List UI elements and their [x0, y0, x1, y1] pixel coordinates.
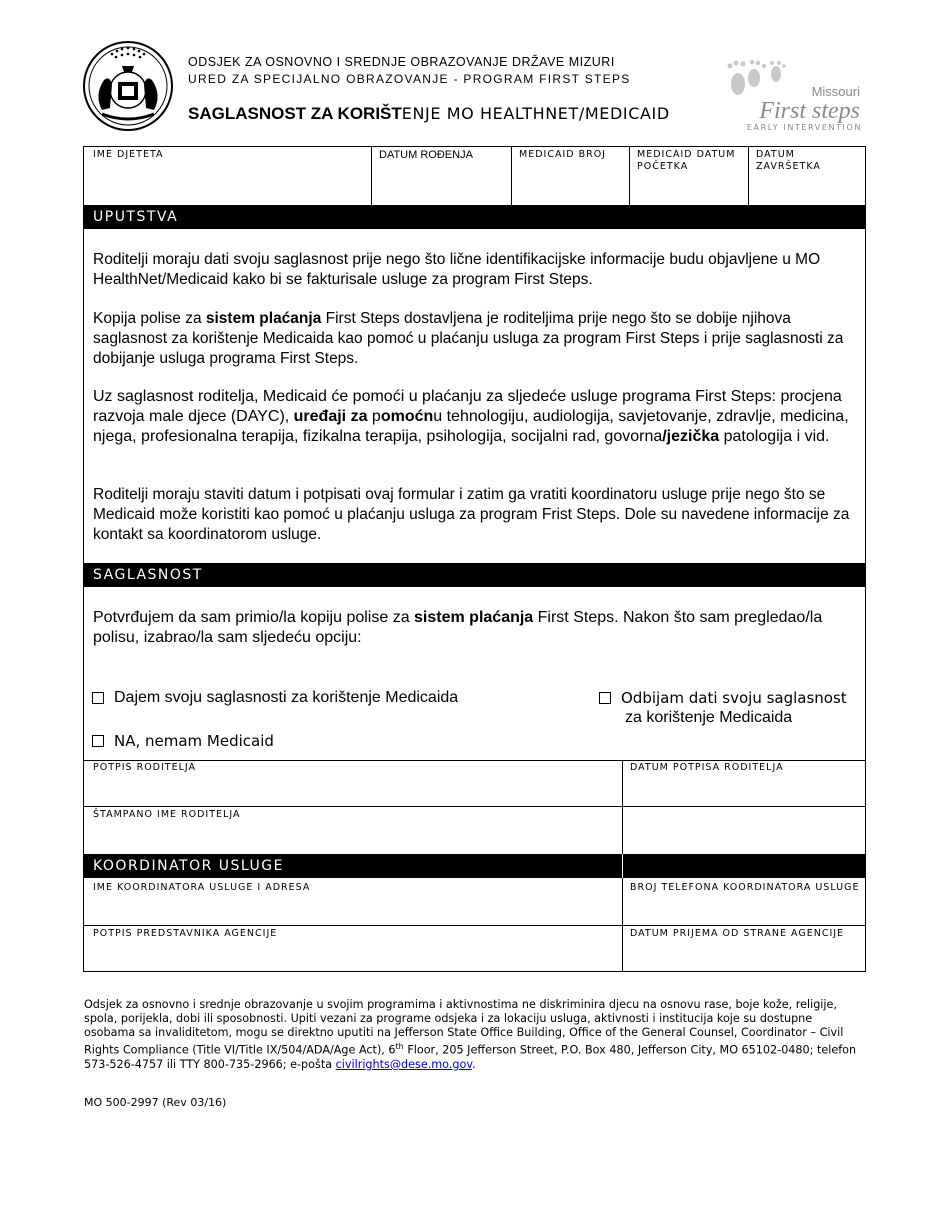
- p2-text-a: Kopija polise za: [93, 310, 206, 327]
- p3-text-a: Uz saglasnost roditelja, Medicaid će pomoći u plaćanju za sljedeće usluge programa First Steps: procjena razvoja male djece (DAYC),: [93, 388, 842, 425]
- consent-heading: SAGLASNOST: [84, 563, 865, 587]
- nondiscrimination-notice: [84, 998, 864, 1072]
- footer-text-b: Floor, 205 Jefferson Street, P.O. Box 480, Jefferson City, MO 65102-0480; telefon 573-526-4757 ili TTY 800-735-2966; e-pošta: [84, 1043, 857, 1071]
- medicaid-number-field[interactable]: MEDICAID BROJ: [519, 149, 606, 160]
- child-name-field[interactable]: IME DJETETA: [93, 149, 164, 160]
- p3-mid-1: p: [367, 408, 381, 425]
- footer-text-c: .: [472, 1057, 476, 1071]
- logo-tagline: EARLY INTERVENTION: [746, 123, 862, 132]
- no-medicaid-label: NA, nemam Medicaid: [114, 732, 274, 750]
- p3-bold-3: /jezička: [662, 428, 720, 445]
- instructions-heading: UPUTSTVA: [84, 205, 865, 229]
- office-name: URED ZA SPECIJALNO OBRAZOVANJE - PROGRAM FIRST STEPS: [188, 72, 631, 86]
- form-title-bold: SAGLASNOST ZA KORIŠT: [188, 104, 402, 123]
- p2-text-b: First Steps dostavljena je roditeljima prije nego što se dobije njihova saglasnost za korištenje Medicaida kao pomoć u plaćanju usluga za program First Steps i prije saglasnosti za dobijanje usluga programa First Steps.: [93, 310, 844, 367]
- consent-form: [83, 146, 866, 972]
- refuse-consent-checkbox[interactable]: [599, 692, 611, 704]
- first-steps-logo: [724, 60, 866, 134]
- form-title: [188, 104, 670, 124]
- parent-signature-date-field[interactable]: DATUM POTPISA RODITELJA: [630, 762, 784, 773]
- footer-sup: th: [395, 1042, 404, 1051]
- coordinator-name-address-field[interactable]: IME KOORDINATORA USLUGE I ADRESA: [93, 882, 311, 893]
- give-consent-label: Dajem svoju saglasnosti za korištenje Medicaida: [114, 689, 459, 706]
- footer-text-a: Odsjek za osnovno i srednje obrazovanje u svojim programima i aktivnostima ne diskriminira djecu na osnovu rase, boje kože, religije, spola, porijekla, dobi ili sposobnosti. Upiti vezani za programe odsjeka i za lokaciju usluga, aktivnosti i institucija koje su dostupne osobama sa invaliditetom, mogu se direktno uputiti na Jefferson State Office Building, Office of the General Counsel, Coordinator – Civil Rights Compliance (Title VI/Title IX/504/ADA/Age Act), 6: [84, 998, 844, 1057]
- consent-text-b: First Steps. Nakon što sam pregledao/la polisu, izabrao/la sam sljedeću opciju:: [93, 609, 823, 646]
- civil-rights-email-link[interactable]: civilrights@dese.mo.gov: [335, 1057, 473, 1071]
- form-title-light: ENJE MO HEALTHNET/MEDICAID: [401, 104, 670, 123]
- birth-date-field[interactable]: DATUM ROĐENJA: [379, 149, 473, 161]
- instructions-paragraph-3: [93, 387, 858, 447]
- coordinator-heading: KOORDINATOR USLUGE: [84, 854, 865, 878]
- medicaid-start-date-field[interactable]: MEDICAID DATUM POČETKA: [637, 149, 736, 172]
- instructions-paragraph-4: Roditelji moraju staviti datum i potpisati ovaj formular i zatim ga vratiti koordinatoru usluge prije nego što se Medicaid može koristiti kao pomoć u plaćanju usluga za program Frist Steps. Dole su navedene informacije za kontakt sa koordinatorom usluge.: [93, 486, 850, 543]
- agency-received-date-field[interactable]: DATUM PRIJEMA OD STRANE AGENCIJE: [630, 928, 845, 939]
- end-date-field[interactable]: DATUM ZAVRŠETKA: [756, 149, 821, 172]
- consent-text-a: Potvrđujem da sam primio/la kopiju polise za: [93, 609, 415, 626]
- instructions-paragraph-2: [93, 309, 858, 369]
- instructions-paragraph-1: Roditelji moraju dati svoju saglasnost prije nego što lične identifikacijske informacije budu objavljene u MO HealthNet/Medicaid kako bi se fakturisale usluge za program First Steps.: [93, 251, 821, 288]
- logo-brand: First steps: [759, 98, 860, 124]
- parent-signature-field[interactable]: POTPIS RODITELJA: [93, 762, 197, 773]
- parent-printed-name-field[interactable]: ŠTAMPANO IME RODITELJA: [93, 809, 241, 820]
- p3-bold-2: omoćn: [380, 408, 434, 425]
- refuse-consent-label-2: za korištenje Medicaida: [625, 709, 793, 726]
- p3-mid-2: u tehnologiju, audiologija, savjetovanje, zdravlje, medicina, njega, profesionalna terapija, fizikalna terapija, psihologija, socijalni rad, govorna: [93, 408, 849, 445]
- no-medicaid-checkbox[interactable]: [92, 735, 104, 747]
- consent-statement: [93, 608, 858, 648]
- logo-state: Missouri: [811, 84, 860, 99]
- agency-signature-field[interactable]: POTPIS PREDSTAVNIKA AGENCIJE: [93, 928, 278, 939]
- give-consent-checkbox[interactable]: [92, 692, 104, 704]
- coordinator-phone-field[interactable]: BROJ TELEFONA KOORDINATORA USLUGE: [630, 882, 860, 893]
- p3-bold-1: uređaji za: [293, 408, 368, 425]
- form-number: MO 500-2997 (Rev 03/16): [84, 1096, 227, 1109]
- refuse-consent-label-1: Odbijam dati svoju saglasnost: [621, 689, 847, 707]
- missouri-state-seal: [82, 40, 174, 132]
- p2-bold: sistem plaćanja: [205, 310, 322, 327]
- department-name: ODSJEK ZA OSNOVNO I SREDNJE OBRAZOVANJE DRŽAVE MIZURI: [188, 55, 615, 69]
- p3-end: patologija i vid.: [719, 428, 830, 445]
- consent-text-bold: sistem plaćanja: [414, 609, 534, 626]
